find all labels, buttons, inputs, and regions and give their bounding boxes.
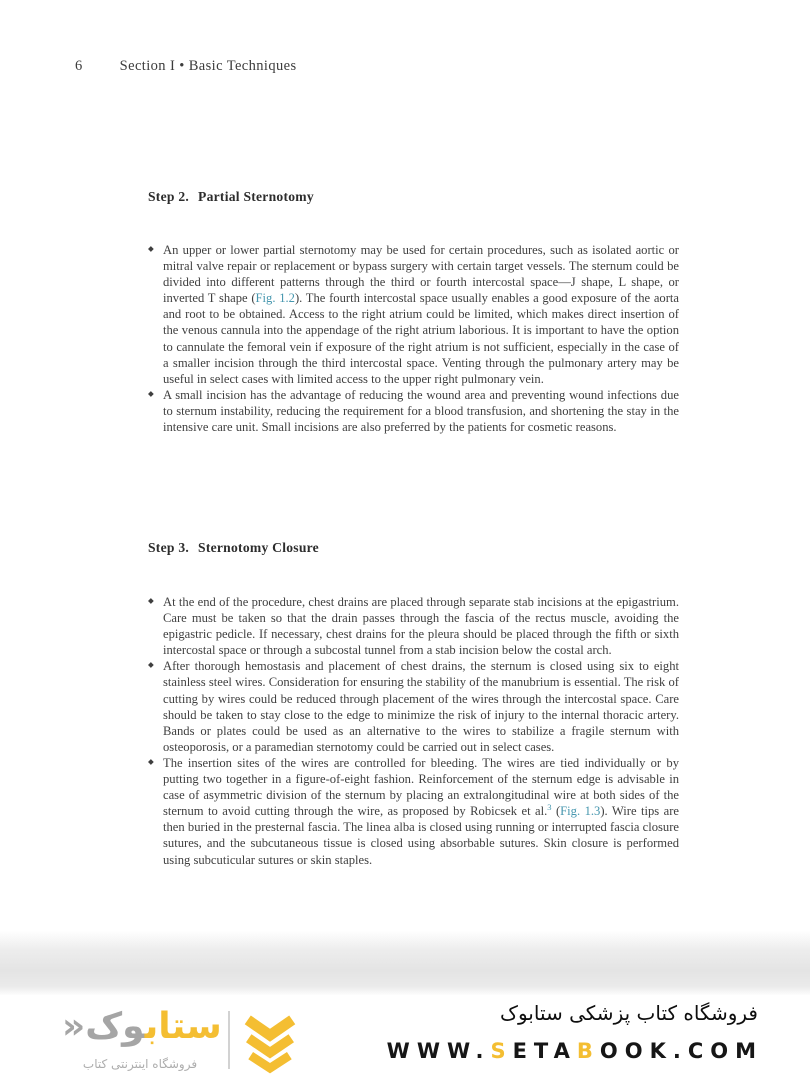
chevron-emblem-icon <box>241 1013 299 1075</box>
list-item <box>148 658 679 755</box>
paragraph-text: ). The fourth intercostal space usually enables a good exposure of the aorta and root to be obtained. Access to the right atrium could be limited, which makes direct insertion of the venous cannula into the appendage of the right atrium laborious. It is important to have the option to cannulate the femoral vein if exposure of the right atrium is not sufficient, especially in the case of a smaller incision through the third intercostal space. Venting through the pulmonary artery may be useful in select cases with limited access to the upper right pulmonary vein. <box>163 291 679 386</box>
page-bottom-shadow <box>0 931 810 995</box>
website-url <box>387 1039 763 1063</box>
paragraph-text: An upper or lower partial sternotomy may be used for certain procedures, such as isolated aortic or mitral valve repair or replacement or bypass surgery with certain target vessels. The sternum could be divided into different patterns through the third or fourth intercostal space—J shape, L shape, or inverted T shape ( <box>163 243 679 306</box>
url-part-yellow-s: S <box>490 1039 513 1063</box>
url-part: WWW. <box>386 1039 491 1063</box>
step2-heading-label: Step 2. <box>148 189 190 204</box>
logo-divider <box>228 1011 230 1069</box>
list-item <box>148 755 679 868</box>
url-part: ETA <box>512 1039 577 1063</box>
setabook-wordmark <box>62 1005 222 1048</box>
paragraph-text: The insertion sites of the wires are controlled for bleeding. The wires are tied individually or by putting two together in a figure-of-eight fashion. Reinforcement of the sternum edge is advisable in case of asymmetric division of the sternum by placing an extralongitudinal wire at both sides of the sternum to avoid cutting through the wire, as proposed by Robicsek et al. <box>163 755 679 819</box>
store-title: فروشگاه کتاب پزشکی ستابوک <box>500 1001 758 1025</box>
paragraph-text: At the end of the procedure, chest drains are placed through separate stab incisions at the epigastrium. Care must be taken so that the drain passes through the fascia of the rectus muscle, avoiding the epigastric pedicle. If necessary, chest drains for the pleura should be placed through the fifth or sixth intercostal space or through a subcostal tunnel from a stab incision below the costal arch. <box>163 595 679 658</box>
page-number: 6 <box>75 58 83 74</box>
diamond-bullet-icon: ◆ <box>148 244 154 253</box>
step3-heading <box>148 540 319 556</box>
diamond-bullet-icon: ◆ <box>148 660 154 670</box>
footer-watermark <box>0 995 810 1080</box>
step2-heading <box>148 189 314 205</box>
list-item <box>148 242 679 387</box>
paragraph-text: ). Wire tips are then buried in the presternal fascia. The linea alba is closed using running or interrupted fascia closure sutures, and the subcutaneous tissue is closed using absorbable sutures. Skin closure is performed using subcuticular sutures or skin staples. <box>163 804 680 867</box>
step3-bullet-list <box>148 594 679 868</box>
section-title: Section I • Basic Techniques <box>119 58 297 74</box>
fig-1-3-link[interactable]: Fig. 1.3 <box>560 804 601 819</box>
paragraph-text: After thorough hemostasis and placement of chest drains, the sternum is closed using six to eight stainless steel wires. Consideration for ensuring the stability of the manubrium is essential. The risk of cutting by wires could be reduced through placement of the wires through the intercostal space. Care should be taken to stay close to the edge to minimize the risk of injury to the internal thoracic artery. Bands or plates could be used as an alternative to the wires to stabilize a fragile sternum with osteoporosis, or a paramedian sternotomy could be carried out in select cases. <box>163 659 679 754</box>
step2-heading-title: Partial Sternotomy <box>198 189 314 204</box>
paragraph-text: A small incision has the advantage of reducing the wound area and preventing wound infections due to sternum instability, reducing the requirement for a blood transfusion, and shortening the stay in the intensive care unit. Small incisions are also preferred by the patients for cosmetic reasons. <box>163 387 679 435</box>
wordmark-yellow-part: ستاب <box>144 1006 222 1047</box>
reference-superscript: 3 <box>547 802 552 813</box>
diamond-bullet-icon: ◆ <box>148 756 154 766</box>
page-header <box>75 58 297 75</box>
paragraph-text: ( <box>551 804 561 819</box>
url-part: OOK.COM <box>599 1039 763 1063</box>
step3-heading-label: Step 3. <box>148 540 190 555</box>
diamond-bullet-icon: ◆ <box>148 388 154 398</box>
logo-subtitle: فروشگاه اینترنتی کتاب <box>82 1057 198 1071</box>
list-item <box>148 387 679 435</box>
fig-1-2-link[interactable]: Fig. 1.2 <box>255 291 295 306</box>
step2-bullet-list <box>148 242 679 435</box>
url-part-yellow-b: B <box>576 1039 600 1063</box>
list-item <box>148 594 679 658</box>
wordmark-gray-part: وک« <box>62 1006 145 1047</box>
diamond-bullet-icon: ◆ <box>148 596 154 605</box>
step3-heading-title: Sternotomy Closure <box>198 540 319 555</box>
